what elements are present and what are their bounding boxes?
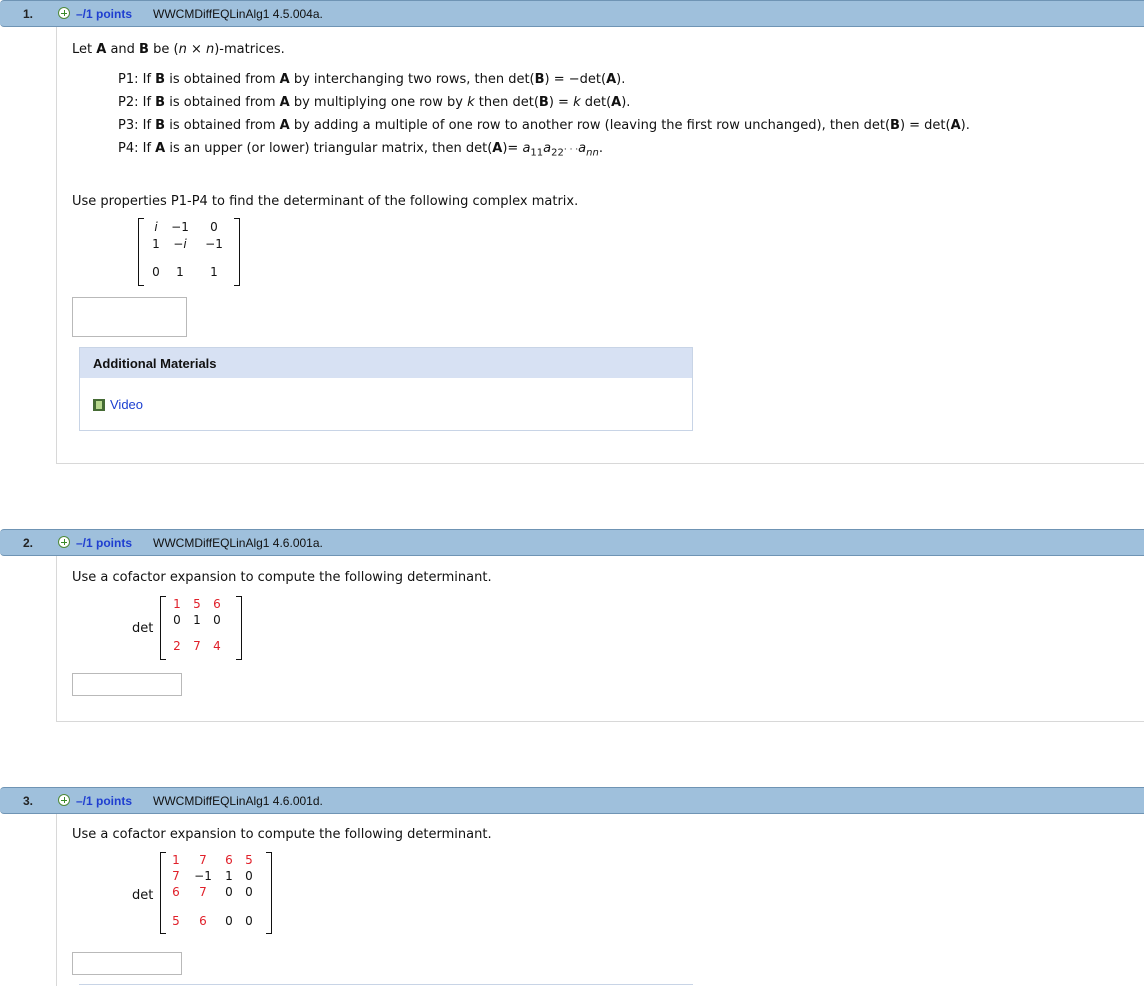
matrix-cell: 4	[213, 639, 221, 653]
video-link[interactable]: Video	[93, 397, 143, 412]
matrix-cell: 5	[193, 597, 201, 611]
question-2-header	[0, 529, 1144, 556]
matrix-cell: 6	[172, 885, 180, 899]
film-icon	[93, 399, 105, 411]
matrix-cell: 0	[225, 885, 233, 899]
question-1-intro: Let A and B be (n × n)-matrices.	[72, 42, 285, 57]
question-3-header	[0, 787, 1144, 814]
matrix-cell: −1	[171, 220, 189, 234]
left-bracket	[138, 218, 144, 286]
matrix-cell: 7	[199, 885, 207, 899]
plus-circle-icon[interactable]	[58, 536, 70, 548]
question-2-prompt: Use a cofactor expansion to compute the following determinant.	[72, 570, 492, 585]
matrix-cell: 2	[173, 639, 181, 653]
property-p2: P2: If B is obtained from A by multiplying one row by k then det(B) = k det(A).	[118, 95, 631, 110]
complex-matrix	[138, 218, 242, 286]
question-number: 2.	[23, 536, 34, 550]
property-p1: P1: If B is obtained from A by interchanging two rows, then det(B) = −det(A).	[118, 72, 626, 87]
answer-input[interactable]	[72, 952, 182, 975]
left-bracket	[160, 596, 166, 660]
matrix-cell: 7	[193, 639, 201, 653]
matrix-cell: 1	[176, 265, 184, 279]
matrix-cell: −1	[194, 869, 212, 883]
matrix-cell: 0	[245, 869, 253, 883]
matrix-cell: 1	[172, 853, 180, 867]
right-bracket	[266, 852, 272, 934]
matrix-cell: 1	[193, 613, 201, 627]
matrix-cell: −i	[173, 237, 187, 251]
left-bracket	[160, 852, 166, 934]
question-3-prompt: Use a cofactor expansion to compute the following determinant.	[72, 827, 492, 842]
points-link[interactable]: –/1 points	[76, 7, 133, 21]
answer-input[interactable]	[72, 297, 187, 337]
question-id: WWCMDiffEQLinAlg1 4.6.001a.	[153, 536, 323, 550]
question-1-header	[0, 0, 1144, 27]
matrix-cell: 0	[152, 265, 160, 279]
plus-circle-icon[interactable]	[58, 7, 70, 19]
right-bracket	[236, 596, 242, 660]
matrix-cell: 6	[213, 597, 221, 611]
answer-input[interactable]	[72, 673, 182, 696]
matrix-cell: 7	[199, 853, 207, 867]
question-number: 1.	[23, 7, 34, 21]
determinant-matrix	[160, 852, 272, 934]
question-number: 3.	[23, 794, 34, 808]
matrix-cell: 0	[245, 914, 253, 928]
property-p4: P4: If A is an upper (or lower) triangular matrix, then $\det(A)= a_{11}a_{22}\cdot \cdot \cdot a_{nn}$.	[118, 141, 603, 159]
matrix-cell: −1	[205, 237, 223, 251]
determinant-matrix	[160, 596, 242, 660]
matrix-cell: 5	[172, 914, 180, 928]
matrix-cell: 1	[173, 597, 181, 611]
question-1-prompt: Use properties P1-P4 to find the determinant of the following complex matrix.	[72, 194, 579, 209]
matrix-cell: 0	[173, 613, 181, 627]
matrix-cell: 7	[172, 869, 180, 883]
det-label: det	[132, 621, 154, 636]
matrix-cell: 1	[152, 237, 160, 251]
matrix-cell: 0	[213, 613, 221, 627]
question-id: WWCMDiffEQLinAlg1 4.6.001d.	[153, 794, 323, 808]
additional-materials-header: Additional Materials	[80, 348, 692, 378]
plus-circle-icon[interactable]	[58, 794, 70, 806]
matrix-cell: 6	[225, 853, 233, 867]
points-link[interactable]: –/1 points	[76, 794, 133, 808]
matrix-cell: 1	[225, 869, 233, 883]
det-label: det	[132, 888, 154, 903]
matrix-cell: 0	[245, 885, 253, 899]
matrix-cell: 0	[210, 220, 218, 234]
matrix-cell: i	[154, 220, 158, 234]
matrix-cell: 0	[225, 914, 233, 928]
points-link[interactable]: –/1 points	[76, 536, 133, 550]
matrix-cell: 1	[210, 265, 218, 279]
right-bracket	[234, 218, 240, 286]
matrix-cell: 6	[199, 914, 207, 928]
matrix-cell: 5	[245, 853, 253, 867]
question-id: WWCMDiffEQLinAlg1 4.5.004a.	[153, 7, 323, 21]
property-p3: P3: If B is obtained from A by adding a multiple of one row to another row (leaving the first row unchanged), then det(B) = det(A).	[118, 118, 970, 133]
additional-materials-panel	[79, 347, 693, 431]
